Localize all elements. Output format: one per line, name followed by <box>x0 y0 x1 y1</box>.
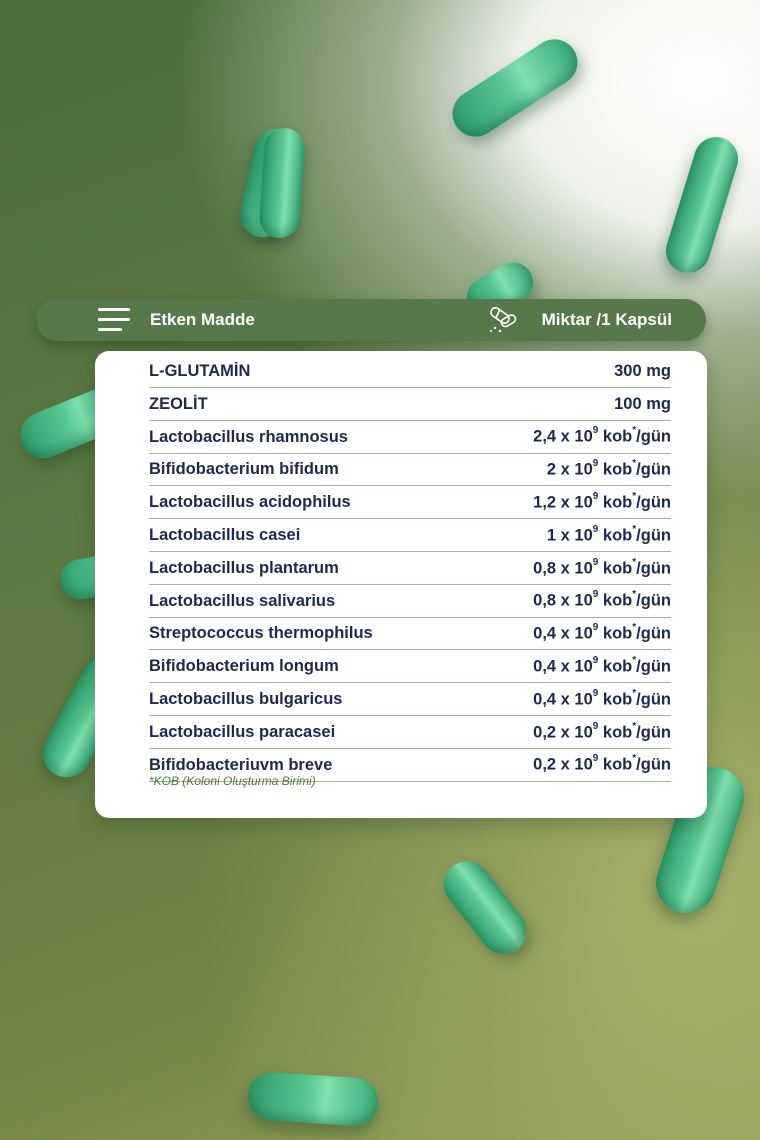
amount-star: * <box>632 687 637 699</box>
ingredient-name: Lactobacillus plantarum <box>149 558 339 577</box>
amount-per: /gün <box>636 755 671 774</box>
amount-unit: kob <box>598 427 633 446</box>
amount-per: /gün <box>636 624 671 643</box>
amount-coef: 0,2 x 10 <box>533 723 593 742</box>
amount-heading: Miktar /1 Kapsül <box>541 310 672 329</box>
table-row <box>149 618 671 650</box>
ingredient-name: Lactobacillus rhamnosus <box>149 427 348 446</box>
amount-coef: 0,2 x 10 <box>533 755 593 774</box>
ingredient-amount <box>547 460 671 480</box>
amount-coef: 1,2 x 10 <box>533 493 593 512</box>
ingredient-amount <box>546 523 671 546</box>
bacteria-illustration <box>660 132 743 279</box>
ingredient-name: ZEOLİT <box>149 394 208 413</box>
amount-exp: 9 <box>592 589 599 601</box>
amount-per: /gün <box>636 526 671 545</box>
amount-coef: 1 x 10 <box>546 526 593 545</box>
table-header <box>36 299 706 341</box>
table-row <box>149 356 671 388</box>
amount-exp: 9 <box>592 654 599 666</box>
amount-unit: kob <box>598 526 633 545</box>
ingredient-amount <box>533 755 671 775</box>
bacteria-illustration <box>435 852 536 963</box>
table-row <box>149 389 671 421</box>
amount-coef: 2 x 10 <box>546 460 593 479</box>
ingredient-amount: 100 mg <box>614 394 671 413</box>
ingredient-name: Bifidobacterium longum <box>149 657 339 676</box>
amount-unit: kob <box>598 657 633 676</box>
table-row <box>149 422 671 454</box>
amount-coef: 0,4 x 10 <box>533 657 593 676</box>
amount-coef: 0,8 x 10 <box>533 559 593 578</box>
amount-per: /gün <box>636 723 671 742</box>
amount-star: * <box>632 490 637 502</box>
ingredient-amount <box>533 720 671 743</box>
amount-per: /gün <box>636 657 671 676</box>
amount-star: * <box>632 654 637 666</box>
table-row <box>149 651 671 683</box>
bacteria-illustration <box>258 127 306 240</box>
ingredient-amount <box>533 556 671 579</box>
amount-coef: 0,4 x 10 <box>533 690 593 709</box>
amount-per: /gün <box>636 427 671 446</box>
ingredients-card <box>95 351 707 818</box>
capsule-icon <box>487 306 519 334</box>
table-row <box>149 717 671 749</box>
amount-unit: kob <box>598 755 633 774</box>
amount-exp: 9 <box>592 753 599 765</box>
amount-coef: 2,4 x 10 <box>533 427 593 446</box>
amount-per: /gün <box>636 591 671 610</box>
amount-star: * <box>632 523 637 535</box>
amount-per: /gün <box>636 460 671 479</box>
amount-star: * <box>632 622 637 634</box>
amount-exp: 9 <box>592 556 599 568</box>
amount-per: /gün <box>636 559 671 578</box>
table-row <box>149 520 671 552</box>
footnote: *KOB (Koloni Oluşturma Birimi) <box>149 774 316 788</box>
amount-exp: 9 <box>592 425 599 437</box>
table-row <box>149 454 671 486</box>
ingredient-name: Bifidobacterium bifidum <box>149 460 339 479</box>
amount-coef: 0,8 x 10 <box>533 591 593 610</box>
ingredient-amount <box>533 654 671 677</box>
amount-coef: 0,4 x 10 <box>533 624 593 643</box>
amount-unit: kob <box>598 493 633 512</box>
table-row <box>149 487 671 519</box>
menu-icon[interactable] <box>98 307 132 333</box>
table-row <box>149 684 671 716</box>
ingredient-amount: 300 mg <box>614 362 671 380</box>
amount-unit: kob <box>598 559 633 578</box>
ingredient-name: Bifidobacteriuvm breve <box>149 755 333 774</box>
table-row <box>149 553 671 585</box>
amount-unit: kob <box>598 690 633 709</box>
ingredient-name: L-GLUTAMİN <box>149 362 251 380</box>
amount-star: * <box>632 556 637 568</box>
amount-exp: 9 <box>592 458 599 470</box>
bacteria-illustration <box>444 31 586 146</box>
amount-per: /gün <box>636 493 671 512</box>
amount-star: * <box>632 458 637 470</box>
ingredient-name: Streptococcus thermophilus <box>149 624 373 643</box>
ingredient-name: Lactobacillus salivarius <box>149 591 336 610</box>
bacteria-illustration <box>246 1071 379 1128</box>
amount-star: * <box>632 589 637 601</box>
ingredient-amount <box>533 624 671 644</box>
ingredient-name: Lactobacillus casei <box>149 525 301 544</box>
amount-unit: kob <box>598 723 633 742</box>
ingredient-name: Lactobacillus bulgaricus <box>149 689 343 708</box>
ingredient-amount <box>533 591 671 611</box>
ingredients-table <box>149 356 671 782</box>
ingredient-name: Lactobacillus paracasei <box>149 722 336 741</box>
amount-exp: 9 <box>592 720 599 732</box>
amount-unit: kob <box>598 460 633 479</box>
table-row <box>149 586 671 618</box>
ingredient-name: Lactobacillus acidophilus <box>149 493 351 512</box>
amount-unit: kob <box>598 624 633 643</box>
amount-exp: 9 <box>592 523 599 535</box>
amount-unit: kob <box>598 591 633 610</box>
amount-exp: 9 <box>592 622 599 634</box>
amount-exp: 9 <box>592 687 599 699</box>
amount-star: * <box>632 720 637 732</box>
active-ingredient-heading: Etken Madde <box>150 310 255 329</box>
amount-star: * <box>632 425 637 437</box>
amount-star: * <box>632 753 637 765</box>
ingredient-amount <box>533 490 671 513</box>
amount-per: /gün <box>636 690 671 709</box>
ingredient-amount <box>533 427 671 447</box>
ingredient-amount <box>533 687 671 710</box>
amount-exp: 9 <box>592 490 599 502</box>
